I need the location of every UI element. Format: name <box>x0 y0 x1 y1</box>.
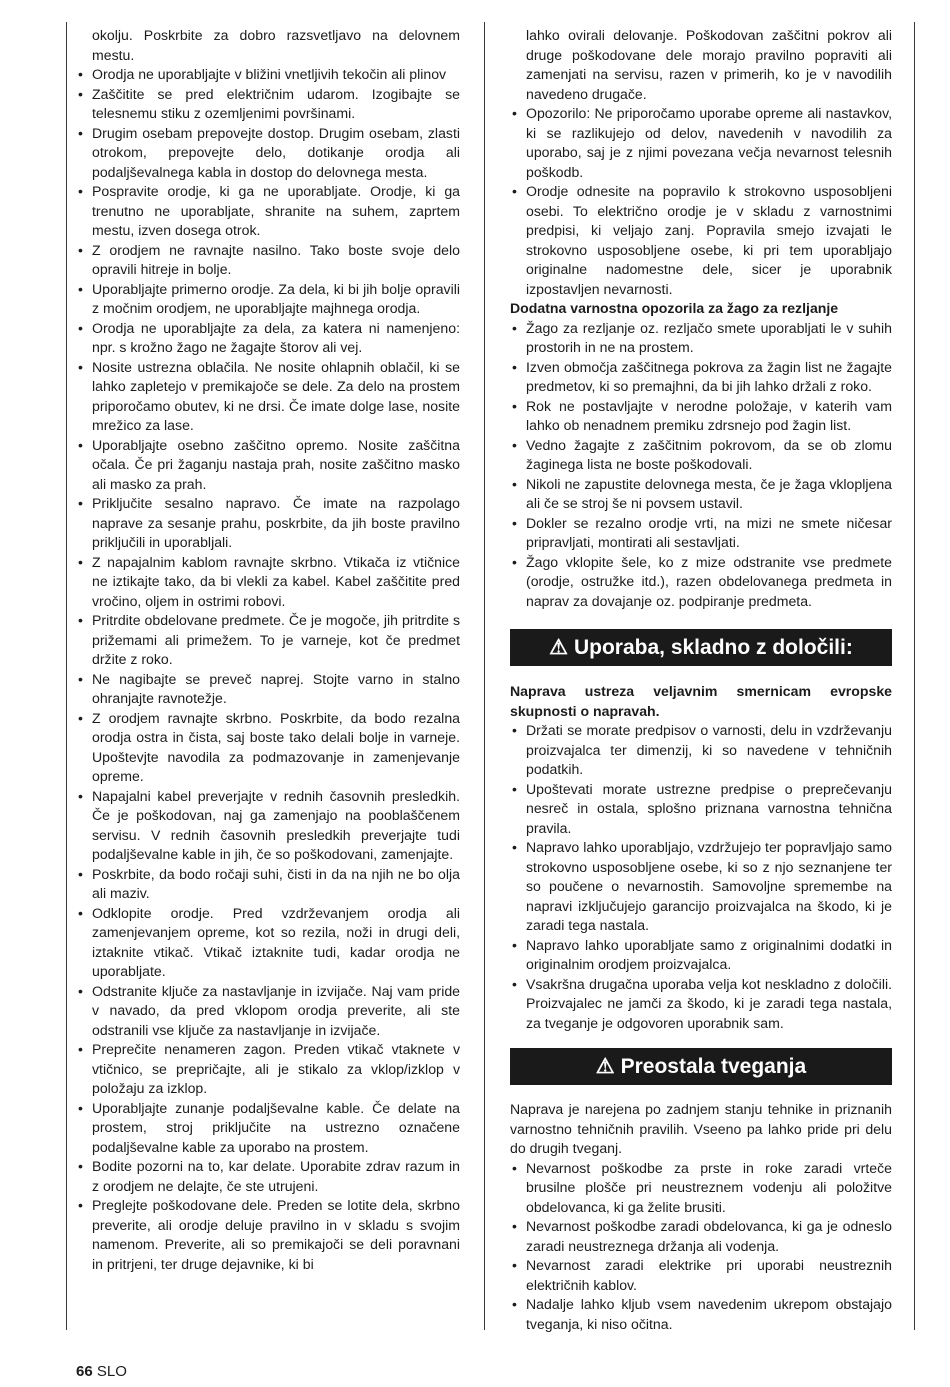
safety-list-continued <box>510 26 892 299</box>
list-item: • Rok ne postavljajte v nerodne položaje, v katerih vam lahko ob nenadnem premiku zdrsnejo pod žagin list. <box>510 397 892 436</box>
residual-risks-list <box>510 1159 892 1335</box>
list-item: lahko ovirali delovanje. Poškodovan zaščitni pokrov ali druge poškodovane dele morajo pravilno popraviti ali zamenjati na servisu, razen v primerih, ko je v navodilih navedeno drugače. <box>526 27 892 102</box>
residual-risks-intro: Naprava je narejena po zadnjem stanju tehnike in priznanih varnostno tehničnih pravilih. Vseeno pa lahko pride pri delu do drugih tveganj. <box>510 1101 892 1156</box>
list-item: • Uporabljajte osebno zaščitno opremo. Nosite zaščitna očala. Če pri žaganju nastaja prah, nosite zaščitno masko ali masko za prah. <box>76 436 460 495</box>
list-item: • Upoštevati morate ustrezne predpise o preprečevanju nesreč in ostala, splošno priznana varnostna tehnična pravila. <box>510 780 892 839</box>
list-item: • Dokler se rezalno orodje vrti, na mizi ne smete ničesar pripravljati, montirati ali sestavljati. <box>510 514 892 553</box>
residual-risks-title: Preostala tveganja <box>620 1055 807 1078</box>
intended-use-list <box>510 721 892 1033</box>
right-column <box>510 26 892 1334</box>
list-item: • Vsakršna drugačna uporaba velja kot neskladno z določili. Proizvajalec ne jamči za škodo, ki je zaradi tega nastala, za tveganje je odgovoren uporabnik sam. <box>510 975 892 1034</box>
saw-safety-heading: Dodatna varnostna opozorila za žago za rezljanje <box>510 300 839 316</box>
list-item: • Uporabljajte zunanje podaljševalne kable. Če delate na prostem, stroj priključite na ustrezno označene podaljševalne kable za uporabo na prostem. <box>76 1099 460 1158</box>
list-item: • Napravo lahko uporabljajo, vzdržujejo ter popravljajo samo strokovno usposobljene osebe, ki so z njo seznanjene ter so poučene o nevarnostih. Samovoljne spremembe na napravi izključujejo garancijo proizvajalca na škodo, ki je zaradi tega nastala. <box>510 838 892 936</box>
warning-triangle-icon: ⚠ <box>549 636 568 659</box>
page-number: 66 <box>76 1363 93 1380</box>
intended-use-banner <box>510 629 892 666</box>
list-item: • Vedno žagajte z zaščitnim pokrovom, da se ob zlomu žaginega lista ne boste poškodovali. <box>510 436 892 475</box>
list-item: • Zaščitite se pred električnim udarom. Izogibajte se telesnemu stiku z ozemljenimi površinami. <box>76 85 460 124</box>
list-item: • Uporabljajte primerno orodje. Za dela, ki bi jih bolje opravili z močnim orodjem, ne uporabljajte majhnega orodja. <box>76 280 460 319</box>
list-item: • Nikoli ne zapustite delovnega mesta, če je žaga vklopljena ali če se stroj še ni povsem ustavil. <box>510 475 892 514</box>
list-item: • Orodja ne uporabljajte v bližini vnetljivih tekočin ali plinov <box>76 65 460 85</box>
left-margin-rule <box>66 22 67 1330</box>
page-footer <box>76 1363 127 1380</box>
left-column <box>76 26 460 1274</box>
list-item: • Žago vklopite šele, ko z mize odstranite vse predmete (orodje, ostružke itd.), razen obdelovanega predmeta in naprav za dovajanje oz. podpiranje predmeta. <box>510 553 892 612</box>
list-item: • Orodje odnesite na popravilo k strokovno usposobljeni osebi. To električno orodje je v skladu z varnostnimi predpisi, ki veljajo zanj. Popravila smejo izvajati le strokovno usposobljene osebe, ki pri tem uporabljajo originalne nadomestne dele, sicer je uporabnik izpostavljen nevarnosti. <box>510 182 892 299</box>
list-item: • Žago za rezljanje oz. rezljačo smete uporabljati le v suhih prostorih in ne na prostem. <box>510 319 892 358</box>
list-item: • Z orodjem ravnajte skrbno. Poskrbite, da bodo rezalna orodja ostra in čista, saj boste tako delali bolje in varneje. Upoštevjte navodila za podmazovanje in zamenjevanje opreme. <box>76 709 460 787</box>
list-item: • Preprečite nenameren zagon. Preden vtikač vtaknete v vtičnico, se prepričajte, ali je stikalo za vklop/izklop v položaju za izklop. <box>76 1040 460 1099</box>
residual-risks-banner <box>510 1048 892 1085</box>
column-divider-rule <box>484 22 485 1330</box>
list-item: • Odstranite ključe za nastavljanje in izvijače. Naj vam pride v navado, da pred vklopom orodja preverite, ali ste odstranili vse ključe za nastavljanje in izvijače. <box>76 982 460 1041</box>
list-item: • Drugim osebam prepovejte dostop. Drugim osebam, zlasti otrokom, prepovejte delo, dotikanje orodja ali podaljševalnega kabla in dostop do delovnega mesta. <box>76 124 460 183</box>
list-item: • Odklopite orodje. Pred vzdrževanjem orodja ali zamenjevanjem opreme, kot so rezila, noži in drugi deli, iztaknite vtikač. Vtikač iztaknite tudi, kadar orodja ne uporabljate. <box>76 904 460 982</box>
list-item: • Izven območja zaščitnega pokrova za žagin list ne žagajte predmetov, ki so premajhni, da bi jih lahko držali z roko. <box>510 358 892 397</box>
list-item: • Nosite ustrezna oblačila. Ne nosite ohlapnih oblačil, ki se lahko zapletejo v premikajoče se dele. Za delo na prostem priporočamo obutev, ki ne drsi. Če imate dolge lase, nosite mrežico za lase. <box>76 358 460 436</box>
intended-use-title: Uporaba, skladno z določili: <box>573 636 853 659</box>
list-item: • Poskrbite, da bodo ročaji suhi, čisti in da na njih ne bo olja ali maziv. <box>76 865 460 904</box>
saw-safety-list <box>510 319 892 612</box>
list-item: • Preglejte poškodovane dele. Preden se lotite dela, skrbno preverite, ali orodje deluje pravilno in v skladu s svojim namenom. Preverite, ali so premikajoči se deli poravnani in pritrjeni, ter druge dejavnike, ki bi <box>76 1196 460 1274</box>
warning-triangle-icon: ⚠ <box>595 1055 615 1078</box>
list-item: • Nevarnost zaradi elektrike pri uporabi neustreznih električnih kablov. <box>510 1256 892 1295</box>
list-item: • Ne nagibajte se preveč naprej. Stojte varno in stalno ohranjajte ravnotežje. <box>76 670 460 709</box>
list-item: • Pospravite orodje, ki ga ne uporabljate. Orodje, ki ga trenutno ne uporabljate, shranite na suhem, zaprtem mestu, izven dosega otrok. <box>76 182 460 241</box>
list-item: • Z napajalnim kablom ravnajte skrbno. Vtikača iz vtičnice ne iztikajte tako, da bi vlekli za kabel. Kabel zaščitite pred vročino, oljem in ostrimi robovi. <box>76 553 460 612</box>
list-item: • Držati se morate predpisov o varnosti, delu in vzdrževanju proizvajalca ter dimenzij, ki so navedene v tehničnih podatkih. <box>510 721 892 780</box>
right-margin-rule <box>914 22 915 1330</box>
intended-use-intro: Naprava ustreza veljavnim smernicam evropske skupnosti o napravah. <box>510 683 892 719</box>
safety-list <box>76 26 460 1274</box>
list-item: okolju. Poskrbite za dobro razsvetljavo na delovnem mestu. <box>92 27 460 63</box>
list-item: • Priključite sesalno napravo. Če imate na razpolago naprave za sesanje prahu, poskrbite, da jih boste pravilno priključili in uporabljali. <box>76 494 460 553</box>
list-item: • Napravo lahko uporabljate samo z originalnimi dodatki in originalnim orodjem proizvajalca. <box>510 936 892 975</box>
language-code: SLO <box>96 1363 127 1380</box>
list-item: • Z orodjem ne ravnajte nasilno. Tako boste svoje delo opravili hitreje in bolje. <box>76 241 460 280</box>
list-item: • Nadalje lahko kljub vsem navedenim ukrepom obstajajo tveganja, ki niso očitna. <box>510 1295 892 1334</box>
list-item: • Pritrdite obdelovane predmete. Če je mogoče, jih pritrdite s prižemami ali primežem. To je varneje, kot če predmet držite z roko. <box>76 611 460 670</box>
list-item: • Nevarnost poškodbe zaradi obdelovanca, ki ga je odneslo zaradi neustreznega držanja ali vodenja. <box>510 1217 892 1256</box>
list-item: • Orodja ne uporabljajte za dela, za katera ni namenjeno: npr. s krožno žago ne žagajte štorov ali vej. <box>76 319 460 358</box>
list-item: • Bodite pozorni na to, kar delate. Uporabite zdrav razum in z orodjem ne delajte, če ste utrujeni. <box>76 1157 460 1196</box>
list-item: • Nevarnost poškodbe za prste in roke zaradi vrteče brusilne plošče pri neustreznem vodenju ali položitve obdelovanca, ki ga želite brusiti. <box>510 1159 892 1218</box>
list-item: • Opozorilo: Ne priporočamo uporabe opreme ali nastavkov, ki se razlikujejo od delov, navedenih v navodilih za uporabo, saj je z njimi povezana večja nevarnost telesnih poškodb. <box>510 104 892 182</box>
list-item: • Napajalni kabel preverjajte v rednih časovnih presledkih. Če je poškodovan, naj ga zamenjajo na pooblaščenem servisu. V rednih časovnih presledkih preverjajte tudi podaljševalne kable in jih, če so poškodovani, zamenjajte. <box>76 787 460 865</box>
